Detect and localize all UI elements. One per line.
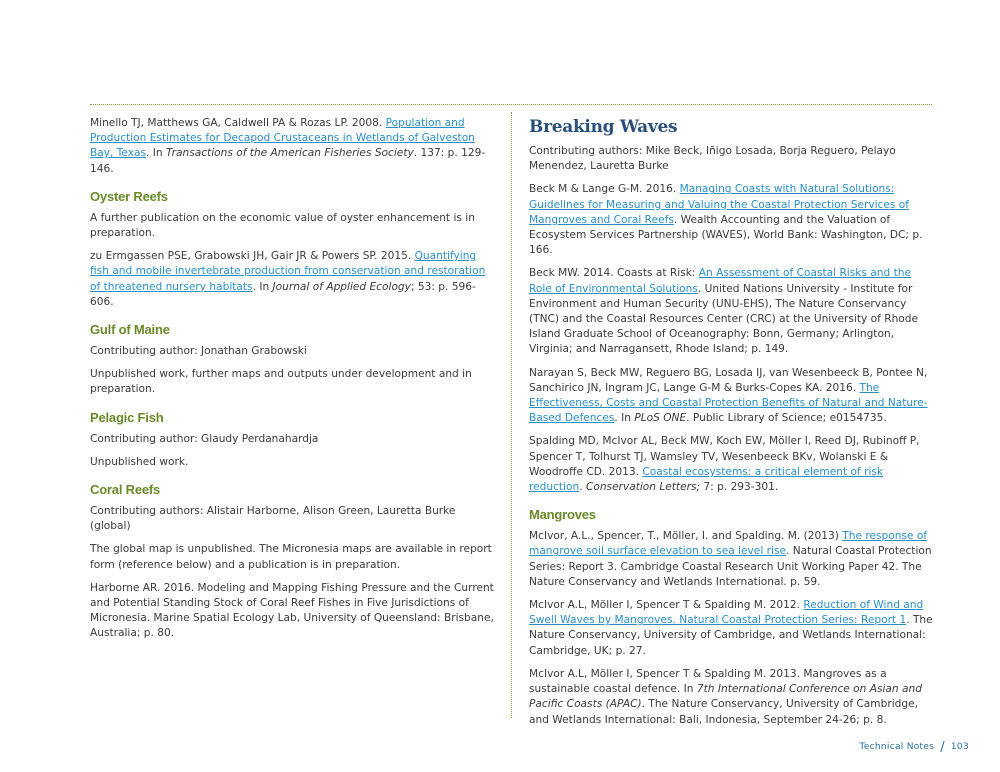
oyster-note: A further publication on the economic value of oyster enhancement is in preparation.: [90, 211, 475, 240]
page-footer: [860, 738, 969, 753]
reference-beck-lange: Beck M & Lange G-M. 2016. Managing Coasts with Natural Solutions: Guidelines for Measuring and Valuing the Coastal Protection Services of Mangroves and Coral Reefs. Wealth Accounting and the Valuation of Ecosystem Services Partnership (WAVES), World Bank: Washington, DC; p. 166.: [529, 183, 923, 257]
column-divider: [511, 112, 512, 718]
reference-harborne: Harborne AR. 2016. Modeling and Mapping Fishing Pressure and the Current and Potential Standing Stock of Coral Reef Fishes in Five Jurisdictions of Micronesia. Marine Spatial Ecology Lab, University of Queensland: Brisbane, Australia; p. 80.: [90, 581, 494, 640]
reference-beck-2014: Beck MW. 2014. Coasts at Risk: An Assessment of Coastal Risks and the Role of Environmental Solutions. United Nations University - Institute for Environment and Human Security (UNU-EHS), The Nature Conservancy (TNC) and the Coastal Resources Center (CRC) at the University of Rhode Island Graduate School of Oceanography: Bonn, Germany; Arlington, Virginia; and Narragansett, Rhode Island; p. 149.: [529, 267, 919, 356]
top-divider: [90, 104, 932, 105]
left-column: [90, 116, 494, 650]
reference-link[interactable]: The Effectiveness, Costs and Coastal Protection Benefits of Natural and Nature-Based Defences: [529, 381, 928, 425]
reference-minello: Minello TJ, Matthews GA, Caldwell PA & Rozas LP. 2008. Population and Production Estimates for Decapod Crustaceans in Wetlands of Galveston Bay, Texas. In Transactions of the American Fisheries Society. 137: p. 129-146.: [90, 117, 486, 175]
reference-mcivor-2013a: McIvor, A.L., Spencer, T., Möller, I. and Spalding. M. (2013) The response of mangrove soil surface elevation to sea level rise. Natural Coastal Protection Series: Report 3. Cambridge Coastal Research Unit Working Paper 42. The Nature Conservancy and Wetlands International. p. 59.: [529, 530, 932, 588]
reference-link[interactable]: An Assessment of Coastal Risks and the Role of Environmental Solutions: [529, 267, 911, 295]
footer-section-label: Technical Notes: [859, 742, 935, 752]
breaking-waves-authors: Contributing authors: Mike Beck, Iñigo Losada, Borja Reguero, Pelayo Menendez, Lauretta Burke: [529, 145, 896, 173]
heading-oyster-reefs: Oyster Reefs: [90, 188, 168, 204]
reference-narayan: Narayan S, Beck MW, Reguero BG, Losada IJ, van Wesenbeeck B, Pontee N, Sanchirico JN, Ingram JC, Lange G-M & Burks-Copes KA. 2016. The Effectiveness, Costs and Coastal Protection Benefits of Natural and Nature-Based Defences. In PLoS ONE. Public Library of Science; e0154735.: [529, 366, 928, 425]
footer-separator: /: [940, 740, 945, 755]
reference-link[interactable]: Managing Coasts with Natural Solutions: Guidelines for Measuring and Valuing the Coastal Protection Services of Mangroves and Coral Reefs: [529, 183, 909, 226]
coral-author: Contributing authors: Alistair Harborne, Alison Green, Lauretta Burke (global): [90, 505, 456, 533]
maine-note: Unpublished work, further maps and outputs under development and in preparation.: [90, 368, 472, 396]
heading-gulf-of-maine: Gulf of Maine: [90, 322, 170, 338]
reference-spalding: Spalding MD, McIvor AL, Beck MW, Koch EW, Möller I, Reed DJ, Rubinoff P, Spencer T, Tolhurst TJ, Wamsley TV, Wesenbeeck BKv, Wolanski E & Woodroffe CD. 2013. Coastal ecosystems: a critical element of risk reduction. Conservation Letters; 7: p. 293-301.: [529, 435, 920, 494]
maine-author: Contributing author: Jonathan Grabowski: [90, 345, 307, 358]
reference-link[interactable]: Quantifying fish and mobile invertebrate production from conservation and restoration of threatened nursery habitats: [90, 250, 486, 293]
reference-zu-ermgassen: zu Ermgassen PSE, Grabowski JH, Gair JR & Powers SP. 2015. Quantifying fish and mobile invertebrate production from conservation and restoration of threatened nursery habitats. In Journal of Applied Ecology; 53: p. 596-606.: [90, 250, 486, 308]
reference-mcivor-2013b: McIvor A.L, Möller I, Spencer T & Spalding M. 2013. Mangroves as a sustainable coastal defence. In 7th International Conference on Asian and Pacific Coasts (APAC). The Nature Conservancy, University of Cambridge, and Wetlands International: Bali, Indonesia, September 24-26; p. 8.: [529, 667, 922, 726]
section-title-breaking-waves: Breaking Waves: [529, 117, 678, 137]
reference-mcivor-2012: McIvor A.L, Möller I, Spencer T & Spalding M. 2012. Reduction of Wind and Swell Waves by Mangroves. Natural Coastal Protection Series: Report 1. The Nature Conservancy, University of Cambridge, and Wetlands International: Cambridge, UK; p. 27.: [529, 599, 933, 657]
heading-pelagic-fish: Pelagic Fish: [90, 409, 164, 425]
coral-note: The global map is unpublished. The Micronesia maps are available in report form (reference below) and a publication is in preparation.: [90, 543, 492, 571]
page-number: 103: [950, 742, 969, 752]
reference-link[interactable]: Population and Production Estimates for Decapod Crustaceans in Wetlands of Galveston Bay, Texas: [90, 117, 475, 160]
reference-link[interactable]: Coastal ecosystems: a critical element of risk reduction: [529, 465, 884, 494]
heading-coral-reefs: Coral Reefs: [90, 482, 161, 498]
pelagic-author: Contributing author: Glaudy Perdanahardja: [90, 432, 319, 445]
heading-mangroves: Mangroves: [529, 507, 596, 523]
pelagic-note: Unpublished work.: [90, 455, 189, 468]
right-column: [529, 116, 934, 736]
reference-link[interactable]: The response of mangrove soil surface elevation to sea level rise: [529, 530, 928, 558]
reference-link[interactable]: Reduction of Wind and Swell Waves by Mangroves. Natural Coastal Protection Series: Report 1: [529, 599, 924, 627]
